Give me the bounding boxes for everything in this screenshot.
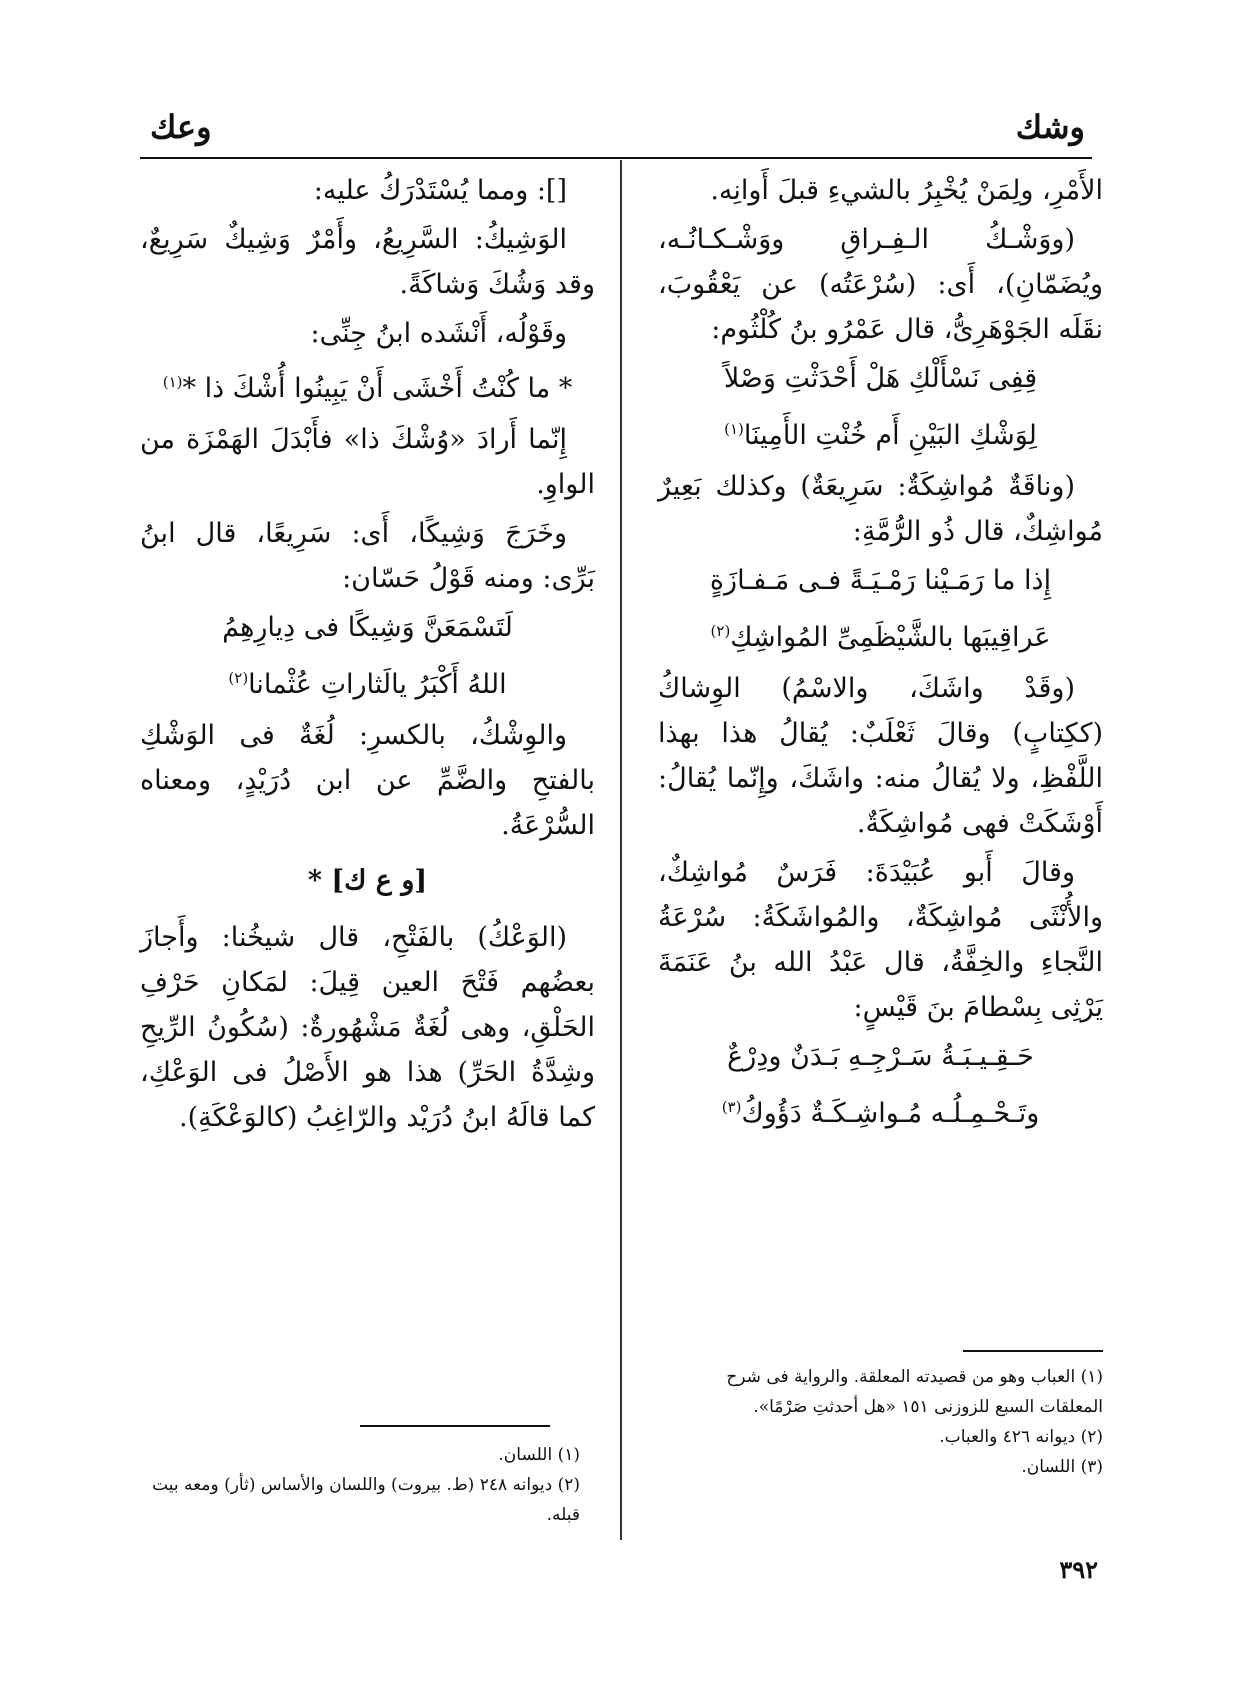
footnote: (١) العباب وهو من قصيدته المعلقة. والرواية فى شرح المعلقات السبع للزوزنى ١٥١ «هل أحدثتِ صَرْمًا». (726, 1367, 1103, 1417)
page-number: ٣٩٢ (1059, 1555, 1098, 1584)
right-column (658, 168, 1103, 1142)
footnote-marker: (١) (162, 373, 183, 391)
paragraph: (وقَدْ واشَكَ، والاسْمُ) الوِشاكُ (ككِتابٍ) وقالَ ثَعْلَبٌ: يُقالُ هذا بهذا اللَّفْظِ، ولا يُقالُ منه: واشَكَ، وإِنّما يُقالُ: أَوْشَكَتْ فهى مُواشِكَةٌ. (658, 673, 1103, 839)
verse-line: عَراقِيبَها بالشَّيْظَمِىِّ المُواشِكِ$^{(٢)}$ (710, 622, 1051, 653)
header-rule (140, 157, 1092, 159)
paragraph: (ووَشْـكُ الـفِـراقِ ووَشْـكـانُـه، ويُضَمّانِ)، أَى: (سُرْعَتُه) عن يَعْقُوبَ، نقَلَه الجَوْهَرِىُّ، قال عَمْرُو بنُ كُلْثُوم: (658, 224, 1103, 345)
paragraph: (الوَعْكُ) بالفَتْحِ، قال شيخُنا: وأَجازَ بعضُهم فَتْحَ العين قِيلَ: لمَكانِ حَرْفِ الحَلْقِ، وهى لُغَةٌ مَشْهُورةٌ: (سُكُونُ الرِّيحِ وشِدَّةُ الحَرِّ) هذا هو الأَصْلُ فى الوَعْكِ، كما قالَهُ ابنُ دُرَيْد والرّاغِبُ (كالوَعْكَةِ). (140, 922, 595, 1133)
footnotes-right (658, 1362, 1103, 1482)
verse-line: * ما كُنْتُ أَخْشَى أَنْ يَبِينُوا أُشْكَ ذا *$^{(١)}$ (162, 373, 573, 404)
paragraph: []: ومما يُسْتَدْرَكُ عليه: (313, 175, 567, 206)
footnote-marker: (٢) (710, 622, 731, 640)
footnote-rule (360, 1425, 550, 1427)
paragraph: والوِشْكُ، بالكسرِ: لُغَةٌ فى الوَشْكِ بالفتحِ والضَّمِّ عن ابن دُرَيْدٍ، ومعناه السُّرْعَةُ. (140, 720, 595, 841)
footnote-marker: (٣) (721, 1098, 742, 1116)
footnote-rule (963, 1350, 1103, 1352)
verse-line: وتَـحْـمِـلُـه مُـواشِـكَـةٌ دَؤُوكُ$^{(٣)}$ (721, 1098, 1040, 1129)
header-root-left: وعك (150, 108, 212, 146)
footnote: (٣) اللسان. (1021, 1457, 1103, 1477)
verse-line: اللهُ أَكْبَرُ يالَثاراتِ عُثْمانا$^{(٢)}$ (228, 669, 507, 700)
page-header (140, 108, 1085, 158)
header-root-right: وشك (1015, 108, 1085, 146)
verse-line: قِفِى نَسْأَلْكِ هَلْ أَحْدَثْتِ وَصْلاً (723, 363, 1038, 394)
verse-line: حَـقِـيـبَـةُ سَـرْجِـهِ بَـدَنٌ ودِرْعٌ (727, 1041, 1034, 1072)
paragraph: (وناقَةٌ مُواشِكَةٌ: سَرِيعَةٌ) وكذلك بَعِيرٌ مُواشِكٌ، قال ذُو الرُّمَّةِ: (658, 471, 1103, 547)
footnote-marker: (٢) (228, 669, 249, 687)
paragraph: وقالَ أَبو عُبَيْدَةَ: فَرَسٌ مُواشِكٌ، والأُنْثَى مُواشِكَةٌ، والمُواشَكَةُ: سُرْعَةُ النَّجاءِ والخِفَّةُ، قال عَبْدُ الله بنُ عَنَمَةَ يَرْثِى بِسْطامَ بنَ قَيْسٍ: (658, 857, 1103, 1023)
left-column (140, 168, 595, 1144)
paragraph: الوَشِيكُ: السَّرِيعُ، وأَمْرٌ وَشِيكٌ سَرِيعٌ، وقد وَشُكَ وَشاكَةً. (140, 224, 595, 300)
entry-heading: [و ع ك] * (307, 865, 428, 896)
verse-line: لَتَسْمَعَنَّ وَشِيكًا فى دِيارِهِمُ (222, 612, 513, 643)
paragraph: وقَوْلُه، أَنْشَده ابنُ جِنِّى: (310, 318, 567, 349)
paragraph: الأَمْرِ، ولِمَنْ يُخْبِرُ بالشيءِ قبلَ أَوانِه. (710, 175, 1103, 206)
footnotes-left (140, 1440, 580, 1530)
column-divider (620, 160, 622, 1540)
footnote: (٢) ديوانه ٤٢٦ والعباب. (939, 1427, 1103, 1447)
paragraph: وخَرَجَ وَشِيكًا، أَى: سَرِيعًا، قال ابنُ بَرِّى: ومنه قَوْلُ حَسّان: (140, 518, 595, 594)
verse-line: إِذا ما رَمَـيْنا رَمْـيَـةً فـى مَـفـازَةٍ (709, 565, 1052, 596)
footnote: (٢) ديوانه ٢٤٨ (ط. بيروت) واللسان والأساس (ثأر) ومعه بيت قبله. (152, 1475, 580, 1525)
verse-line: لِوَشْكِ البَيْنِ أَم خُنْتِ الأَمِينَا$^{(١)}$ (724, 420, 1037, 451)
footnote: (١) اللسان. (498, 1445, 580, 1465)
footnote-marker: (١) (724, 420, 744, 438)
paragraph: إِنّما أَرادَ «وُشْكَ ذا» فأَبْدَلَ الهَمْزَة من الواوِ. (140, 424, 595, 500)
